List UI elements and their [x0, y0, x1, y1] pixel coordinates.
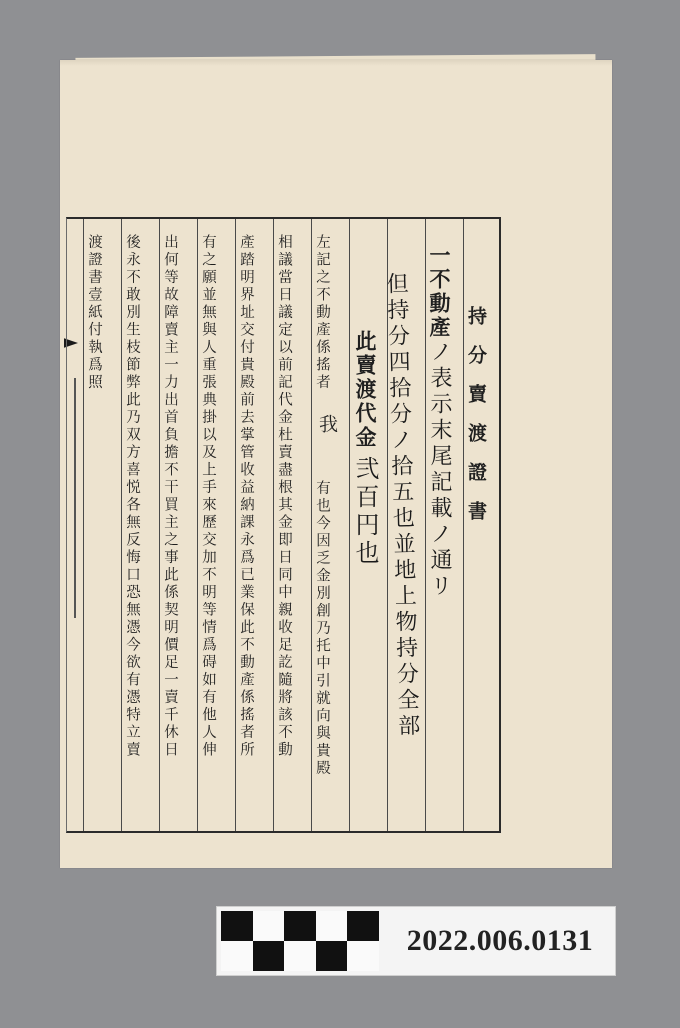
price-line: [348, 330, 383, 568]
color-checker: [221, 911, 379, 971]
accession-number: 2022.006.0131: [406, 924, 594, 957]
price-heading: 此賣渡代金: [353, 330, 378, 450]
body-line-6: 後永不敢別生枝節弊此乃双方喜悦各無反悔口恐無憑今欲有憑特立賣: [124, 234, 140, 759]
deed-title: 持分賣渡證書: [465, 306, 487, 540]
property-line: [424, 244, 455, 600]
property-line-prefix: 一不動產: [427, 244, 452, 340]
deed-paper: [60, 60, 612, 868]
price-amount: 弐百円也: [351, 456, 379, 568]
body-line-3: 產踏明界址交付貴殿前去掌管收益納課永爲已業保此不動產係搖者所: [238, 234, 254, 759]
handwritten-share: 但持分四拾分ノ拾五也並地上物持分全部: [382, 271, 421, 741]
body-line-4: 有之願並無與人重張典掛以及上手來歷交加不明等情爲碍如有他人伸: [200, 234, 216, 759]
property-line-rest: ノ表示末尾記載ノ通リ: [427, 340, 452, 600]
body-line-7: 渡證書壹紙付執爲照: [86, 234, 102, 392]
body-line-1-suffix: 有也今因乏金別創乃托中引就向與貴殿: [314, 480, 330, 778]
signature-mark: 我: [316, 414, 338, 433]
accession-label: [216, 906, 616, 976]
body-line-1: 左記之不動產係搖者: [314, 234, 330, 392]
body-line-5: 出何等故障賣主一力出首負擔不干買主之事此係契明價足一賣千休日: [162, 234, 178, 759]
body-line-2: 相議當日議定以前記代金杜賣盡根其金即日同中親收足訖隨將該不動: [276, 234, 292, 759]
